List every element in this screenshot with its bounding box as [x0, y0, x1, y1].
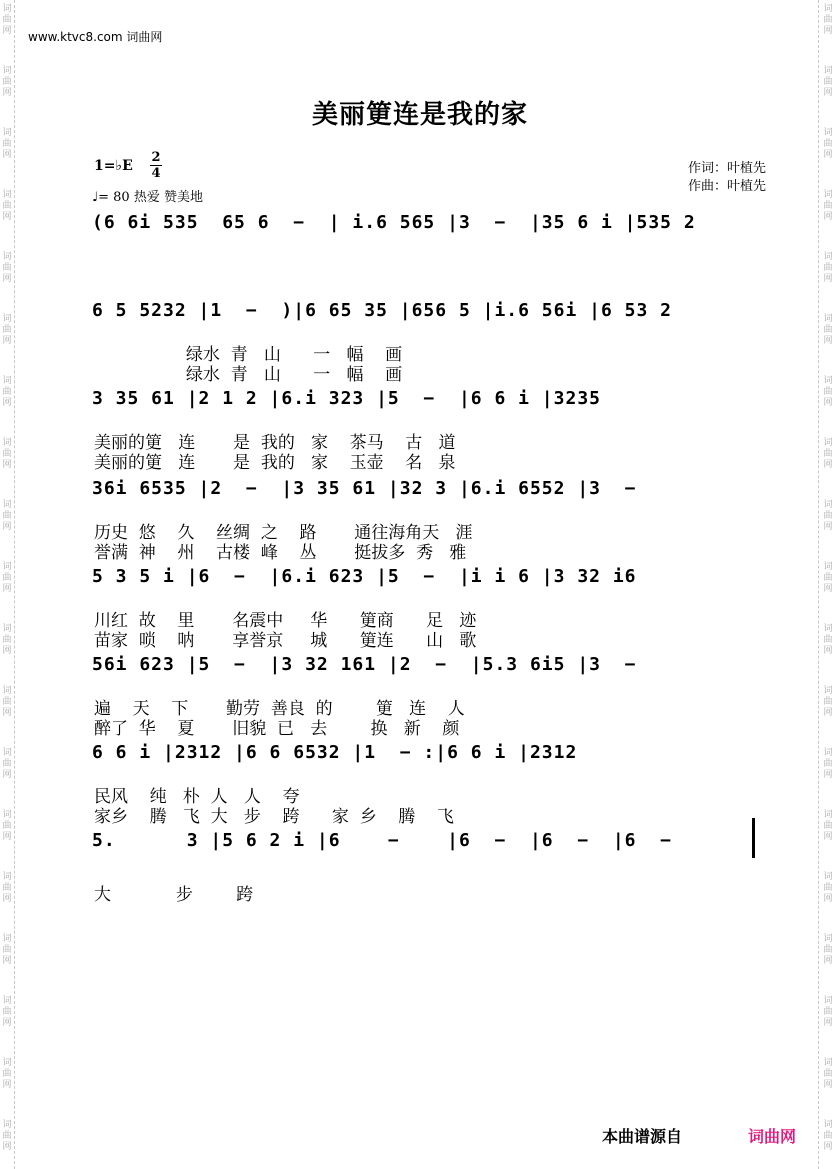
margin-watermark: 词 曲 网 — [823, 686, 833, 718]
margin-watermark: 词 曲 网 — [823, 66, 833, 98]
lyrics-line-2: 苗家 唢 呐 享誉京 城 筻连 山 歌 — [94, 631, 477, 651]
margin-watermark: 词 曲 网 — [2, 624, 12, 656]
composer: 作曲：叶植先 — [688, 179, 767, 194]
key-signature: 1=♭E — [94, 158, 133, 174]
lyrics-line-2: 绿水 青 山 一 幅 画 — [94, 365, 403, 385]
margin-watermark: 词 曲 网 — [823, 1058, 833, 1090]
lyrics-line-1: 民风 纯 朴 人 人 夸 — [94, 787, 300, 807]
meter-bottom: 4 — [151, 166, 161, 181]
margin-watermark: 词 曲 网 — [823, 128, 833, 160]
margin-watermark: 词 曲 网 — [2, 438, 12, 470]
margin-watermark: 词 曲 网 — [2, 4, 12, 36]
lyricist: 作词：叶植先 — [688, 161, 767, 176]
notation-row: 5. 3 |5 6 2 i |6 − |6 − |6 − |6 − — [92, 830, 673, 851]
notation-row: 6 5 5232 |1 − )|6 65 35 |656 5 |i.6 56i |6 53 2 — [92, 300, 673, 321]
margin-watermark: 词 曲 网 — [2, 190, 12, 222]
song-title: 美丽筻连是我的家 — [311, 100, 528, 130]
margin-watermark: 词 曲 网 — [823, 624, 833, 656]
margin-watermark: 词 曲 网 — [2, 810, 12, 842]
margin-watermark: 词 曲 网 — [2, 1058, 12, 1090]
lyrics-line-1: 大 步 跨 — [94, 885, 254, 905]
lyrics-line-2: 美丽的筻 连 是 我的 家 玉壶 名 泉 — [94, 453, 456, 473]
lyrics-line-2: 醉了 华 夏 旧貌 已 去 换 新 颜 — [94, 719, 460, 739]
margin-watermark: 词 曲 网 — [2, 686, 12, 718]
notation-row: 6 6 i |2312 |6 6 6532 |1 − :|6 6 i |2312 — [92, 742, 578, 763]
margin-watermark: 词 曲 网 — [823, 438, 833, 470]
credits — [688, 160, 766, 196]
margin-watermark: 词 曲 网 — [823, 314, 833, 346]
lyrics-line-1: 遍 天 下 勤劳 善良 的 筻 连 人 — [94, 699, 465, 719]
notation-row: 3 35 61 |2 1 2 |6.i 323 |5 − |6 6 i |3235 — [92, 388, 601, 409]
final-barline — [752, 818, 755, 858]
notation-row: (6 6i 535 65 6 − | i.6 565 |3 − |35 6 i |535 2 — [92, 212, 696, 233]
meter-top: 2 — [151, 150, 161, 165]
margin-watermark: 词 曲 网 — [2, 500, 12, 532]
margin-watermark: 词 曲 网 — [2, 562, 12, 594]
margin-watermark: 词 曲 网 — [2, 934, 12, 966]
lyrics-line-1: 历史 悠 久 丝绸 之 路 通往海角天 涯 — [94, 523, 473, 543]
lyrics-line-2: 誉满 神 州 古楼 峰 丛 挺拔多 秀 雅 — [94, 543, 467, 563]
lyrics-line-1: 美丽的筻 连 是 我的 家 茶马 古 道 — [94, 433, 456, 453]
margin-watermark: 词 曲 网 — [2, 872, 12, 904]
margin-watermark: 词 曲 网 — [2, 314, 12, 346]
tempo-marking: ♩= 80 热爱 赞美地 — [92, 190, 203, 205]
margin-watermark: 词 曲 网 — [2, 128, 12, 160]
margin-watermark: 词 曲 网 — [823, 934, 833, 966]
margin-watermark: 词 曲 网 — [2, 748, 12, 780]
footer-source: 本曲谱源自 — [602, 1127, 683, 1146]
notation-row: 56i 623 |5 − |3 32 161 |2 − |5.3 6i5 |3 − — [92, 654, 637, 675]
margin-watermark: 词 曲 网 — [823, 810, 833, 842]
margin-watermark: 词 曲 网 — [2, 996, 12, 1028]
margin-watermark: 词 曲 网 — [823, 190, 833, 222]
margin-watermark: 词 曲 网 — [823, 500, 833, 532]
lyrics-line-1: 川红 故 里 名震中 华 筻商 足 迹 — [94, 611, 477, 631]
margin-watermark: 词 曲 网 — [823, 376, 833, 408]
margin-watermark: 词 曲 网 — [823, 252, 833, 284]
margin-watermark: 词 曲 网 — [2, 376, 12, 408]
margin-watermark: 词 曲 网 — [823, 996, 833, 1028]
margin-watermark: 词 曲 网 — [823, 4, 833, 36]
margin-watermark: 词 曲 网 — [823, 1120, 833, 1152]
margin-watermark: 词 曲 网 — [2, 252, 12, 284]
footer-brand[interactable]: 词曲网 — [748, 1127, 797, 1146]
margin-watermark: 词 曲 网 — [823, 748, 833, 780]
lyrics-line-1: 绿水 青 山 一 幅 画 — [94, 345, 403, 365]
notation-row: 5 3 5 i |6 − |6.i 623 |5 − |i i 6 |3 32 i6 — [92, 566, 637, 587]
margin-watermark: 词 曲 网 — [2, 1120, 12, 1152]
lyrics-line-2: 家乡 腾 飞 大 步 跨 家 乡 腾 飞 — [94, 807, 454, 827]
notation-row: 36i 6535 |2 − |3 35 61 |32 3 |6.i 6552 |3 − — [92, 478, 637, 499]
margin-watermark: 词 曲 网 — [823, 562, 833, 594]
margin-watermark: 词 曲 网 — [2, 66, 12, 98]
left-margin-strip — [14, 0, 29, 1169]
margin-watermark: 词 曲 网 — [823, 872, 833, 904]
site-label[interactable]: www.ktvc8.com 词曲网 — [28, 30, 163, 44]
time-signature — [150, 150, 162, 181]
